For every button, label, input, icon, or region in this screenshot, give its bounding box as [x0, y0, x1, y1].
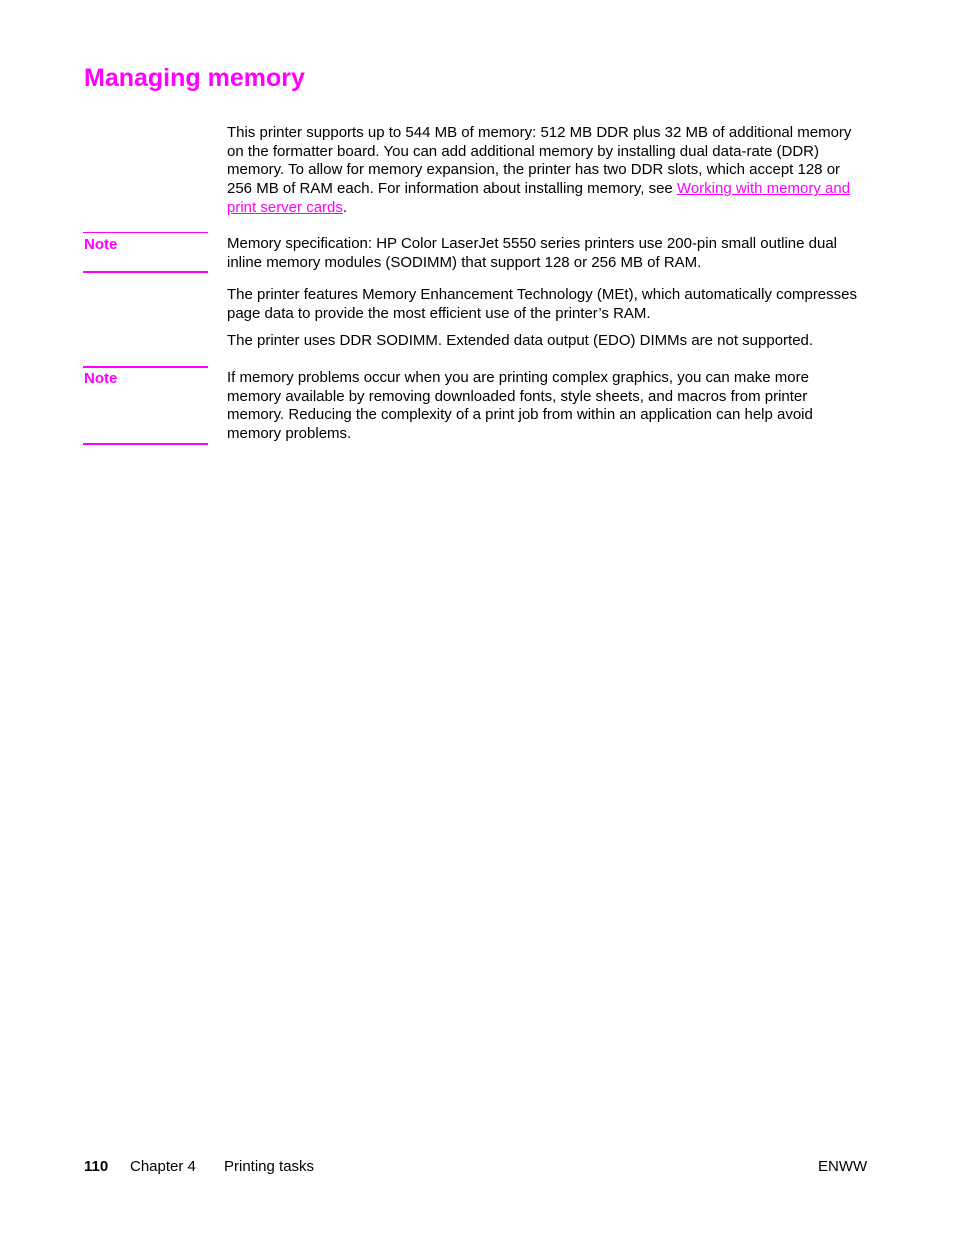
sodimm-paragraph: The printer uses DDR SODIMM. Extended data output (EDO) DIMMs are not supported.	[227, 332, 814, 349]
footer-page-number: 110	[84, 1158, 109, 1175]
note2-bottom-rule	[83, 443, 208, 445]
note2-label: Note	[84, 370, 118, 387]
intro-text: This printer supports up to 544 MB of memory: 512 MB DDR plus 32 MB of additional memory on the formatter board. You can add additional memory by installing dual data-rate (DDR) memory. To allow for memory expansion, the printer has two DDR slots, which accept 128 or 256 MB of RAM each. For information about installing memory, see	[227, 124, 852, 198]
met-paragraph: The printer features Memory Enhancement Technology (MEt), which automatically compresses page data to provide the most efficient use of the printer’s RAM.	[227, 286, 857, 322]
memory-cards-link[interactable]: Working with memory and print server cards	[227, 180, 851, 216]
footer-locale-code: ENWW	[818, 1158, 868, 1175]
note1-label: Note	[84, 236, 118, 253]
note1-bottom-rule	[83, 271, 208, 273]
intro-text-end: .	[342, 198, 348, 216]
note1-top-rule	[83, 232, 208, 233]
note2-top-rule	[83, 366, 208, 368]
footer-section-title: Printing tasks	[224, 1158, 315, 1175]
note2-text: If memory problems occur when you are printing complex graphics, you can make more memory available by removing downloaded fonts, style sheets, and macros from printer memory. Reducing the complexity of a print job from within an application can help avoid memory problems.	[227, 369, 813, 443]
page-title: Managing memory	[84, 64, 305, 92]
intro-paragraph	[227, 124, 867, 218]
footer-chapter: Chapter 4	[130, 1158, 196, 1175]
note1-text: Memory specification: HP Color LaserJet 5550 series printers use 200-pin small outline dual inline memory modules (SODIMM) that support 128 or 256 MB of RAM.	[227, 235, 838, 271]
